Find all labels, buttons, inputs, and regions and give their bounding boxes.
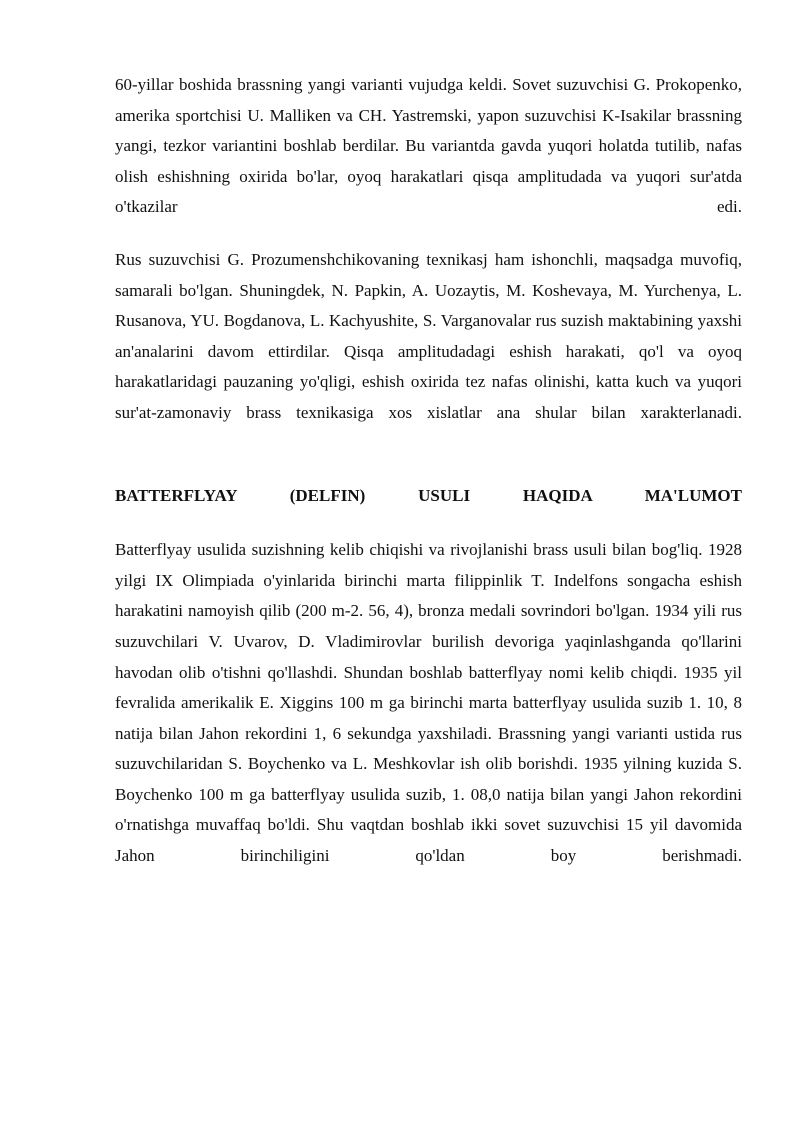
document-page bbox=[115, 70, 742, 872]
paragraph-brass-variant: 60-yillar boshida brassning yangi varianti vujudga keldi. Sovet suzuvchisi G. Prokopenko, amerika sportchisi U. Malliken va CH. Yastremski, yapon suzuvchisi K-Isakilar brassning yangi, tezkor variantini boshlab berdilar. Bu variantda gavda yuqori holatda tutilib, nafas olish eshishning oxirida bo'lar, oyoq harakatlari qisqa amplitudada va yuqori sur'atda o'tkazilar edi. bbox=[115, 75, 742, 217]
paragraph-brass-technique: Rus suzuvchisi G. Prozumenshchikovaning texnikasj ham ishonchli, maqsadga muvofiq, samarali bo'lgan. Shuningdek, N. Papkin, A. Uozaytis, M. Koshevaya, M. Yurchenya, L. Rusanova, YU. Bogdanova, L. Kachyushite, S. Varganovalar rus suzish maktabining yaxshi an'analarini davom ettirdilar. Qisqa amplitudadagi eshish harakati, qo'l va oyoq harakatlaridagi pauzaning yo'qligi, eshish oxirida tez nafas olinishi, katta kuch va yuqori sur'at-zamonaviy brass texnikasiga xos xislatlar ana shular bilan xarakterlanadi. bbox=[115, 249, 742, 422]
paragraph-butterfly-history: Batterflyay usulida suzishning kelib chiqishi va rivojlanishi brass usuli bilan bog'liq. 1928 yilgi IX Olimpiada o'yinlarida birinchi marta filippinlik T. Indelfons songacha eshish harakatini namoyish qilib (200 m-2. 56, 4), bronza medali sovrindori bo'lgan. 1934 yili rus suzuvchilari V. Uvarov, D. Vladimirovlar burilish devoriga yaqinlashganda qo'llarini havodan olib o'tishni qo'llashdi. Shundan boshlab batterflyay nomi kelib chiqdi. 1935 yil fevralida amerikalik E. Xiggins 100 m ga birinchi marta batterflyay usulida suzib 1. 10, 8 natija bilan Jahon rekordini 1, 6 sekundga yaxshiladi. Brassning yangi varianti ustida rus suzuvchilaridan S. Boychenko va L. Meshkovlar ish olib borishdi. 1935 yilning kuzida S. Boychenko 100 m ga batterflyay usulida suzib, 1. 08,0 natija bilan yangi Jahon rekordini o'rnatishga muvaffaq bo'ldi. Shu vaqtdan boshlab ikki sovet suzuvchisi 15 yil davomida Jahon birinchiligini qo'ldan boy berishmadi. bbox=[115, 540, 742, 866]
section-heading: BATTERFLYAY (DELFIN) USULI HAQIDA MA'LUMOT bbox=[115, 485, 742, 505]
